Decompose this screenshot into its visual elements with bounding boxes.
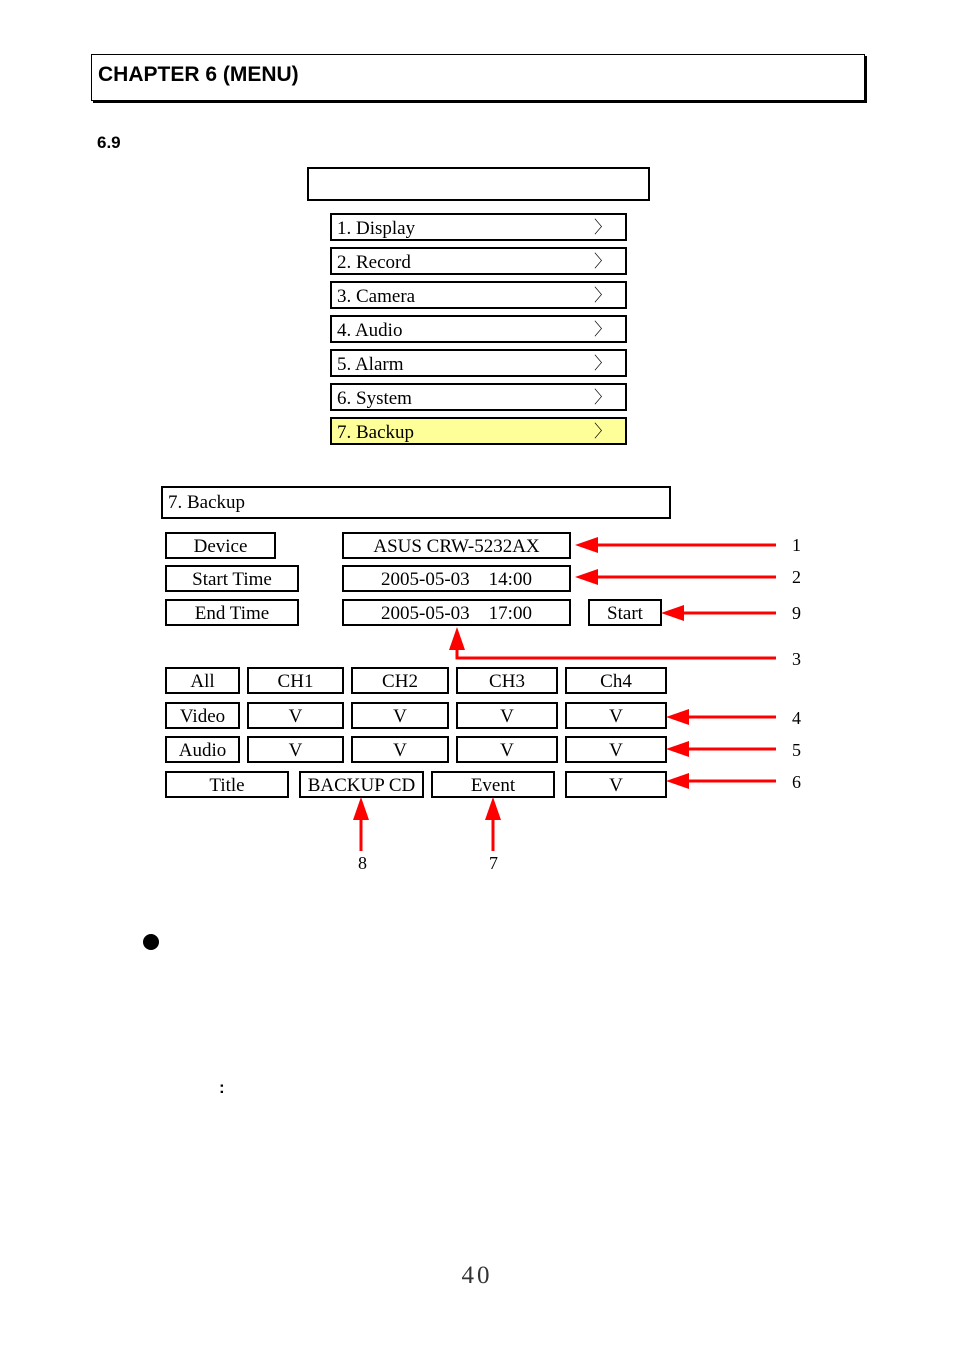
chevron-right-icon: 〉 bbox=[594, 218, 611, 238]
arrowhead-6 bbox=[666, 773, 689, 789]
chevron-right-icon: 〉 bbox=[594, 252, 611, 272]
video-label: Video bbox=[165, 702, 240, 729]
callout-4: 4 bbox=[792, 708, 801, 728]
callout-9: 9 bbox=[792, 603, 801, 623]
chevron-right-icon: 〉 bbox=[594, 320, 611, 340]
menu-item-label: 3. Camera bbox=[337, 286, 416, 307]
menu-item-label: 5. Alarm bbox=[337, 354, 404, 375]
callout-1: 1 bbox=[792, 535, 801, 555]
title-field[interactable]: BACKUP CD bbox=[299, 771, 424, 798]
page-number: 40 bbox=[461, 1262, 493, 1289]
menu-item-label: 7. Backup bbox=[337, 422, 415, 443]
chevron-right-icon: 〉 bbox=[594, 422, 611, 442]
audio-ch2-toggle[interactable]: V bbox=[351, 736, 449, 763]
menu-item-label: 2. Record bbox=[337, 252, 411, 273]
callout-6: 6 bbox=[792, 772, 801, 792]
ch4-header: Ch4 bbox=[565, 667, 667, 694]
ch2-header: CH2 bbox=[351, 667, 449, 694]
backup-menu-title: 7. Backup bbox=[161, 486, 671, 519]
callout-2: 2 bbox=[792, 567, 801, 587]
callout-8: 8 bbox=[358, 853, 367, 873]
audio-label: Audio bbox=[165, 736, 240, 763]
callout-7: 7 bbox=[489, 853, 498, 873]
menu-item-label: 4. Audio bbox=[337, 320, 403, 341]
device-label: Device bbox=[165, 532, 276, 559]
event-toggle[interactable]: V bbox=[565, 771, 667, 798]
menu-item-label: 6. System bbox=[337, 388, 412, 409]
menu-item-label: 1. Display bbox=[337, 218, 416, 239]
chevron-right-icon: 〉 bbox=[594, 388, 611, 408]
bullet-icon bbox=[143, 934, 159, 950]
chevron-right-icon: 〉 bbox=[594, 354, 611, 374]
chevron-right-icon: 〉 bbox=[594, 286, 611, 306]
callout-3: 3 bbox=[792, 649, 801, 669]
audio-ch4-toggle[interactable]: V bbox=[565, 736, 667, 763]
colon-mark: : bbox=[219, 1078, 225, 1097]
chapter-header: CHAPTER 6 (MENU) bbox=[91, 54, 865, 101]
video-ch2-toggle[interactable]: V bbox=[351, 702, 449, 729]
ch3-header: CH3 bbox=[456, 667, 558, 694]
audio-ch3-toggle[interactable]: V bbox=[456, 736, 558, 763]
callout-5: 5 bbox=[792, 740, 801, 760]
end-time-field[interactable]: 2005-05-03 17:00 bbox=[342, 599, 571, 626]
arrowhead-4 bbox=[666, 709, 689, 725]
arrowhead-7 bbox=[485, 797, 501, 820]
event-label[interactable]: Event bbox=[431, 771, 555, 798]
device-field[interactable]: ASUS CRW-5232AX bbox=[342, 532, 571, 559]
audio-ch1-toggle[interactable]: V bbox=[247, 736, 344, 763]
arrowhead-1 bbox=[575, 537, 598, 553]
arrowhead-3 bbox=[449, 627, 465, 650]
arrow-3 bbox=[457, 648, 776, 658]
arrowhead-9 bbox=[661, 605, 684, 621]
start-button[interactable]: Start bbox=[588, 599, 662, 626]
arrowhead-8 bbox=[353, 797, 369, 820]
arrowhead-2 bbox=[575, 569, 598, 585]
video-ch1-toggle[interactable]: V bbox=[247, 702, 344, 729]
start-time-label: Start Time bbox=[165, 565, 299, 592]
video-ch3-toggle[interactable]: V bbox=[456, 702, 558, 729]
video-ch4-toggle[interactable]: V bbox=[565, 702, 667, 729]
arrowhead-5 bbox=[666, 741, 689, 757]
all-channels-cell[interactable]: All bbox=[165, 667, 240, 694]
title-label: Title bbox=[165, 771, 289, 798]
ch1-header: CH1 bbox=[247, 667, 344, 694]
section-number: 6.9 bbox=[97, 133, 121, 152]
end-time-label: End Time bbox=[165, 599, 299, 626]
start-time-field[interactable]: 2005-05-03 14:00 bbox=[342, 565, 571, 592]
